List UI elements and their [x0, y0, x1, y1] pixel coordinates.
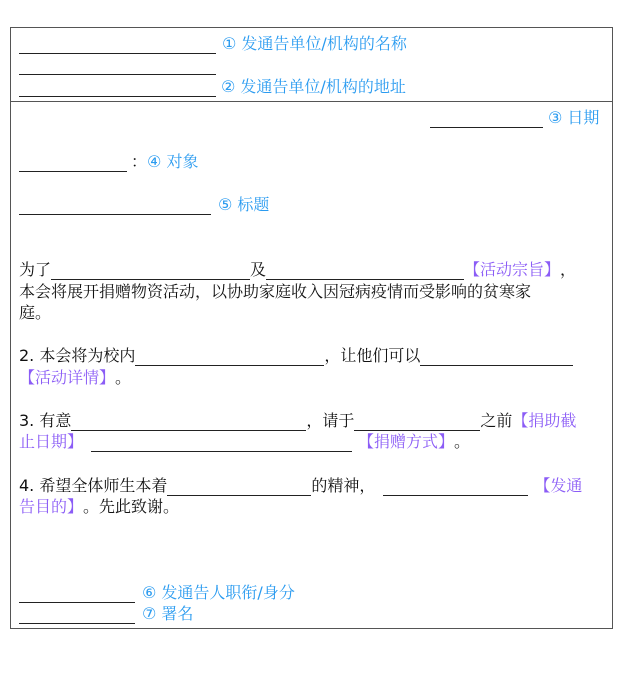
para3-prefix: 3. 有意 [19, 411, 72, 430]
details-blank-2[interactable] [420, 347, 573, 366]
position-row [19, 583, 295, 603]
org-name-hint: ① 发通告单位/机构的名称 [222, 34, 407, 53]
title-blank[interactable] [19, 196, 211, 215]
para3-line1 [19, 411, 576, 431]
org-address-hint: ② 发通告单位/机构的地址 [221, 77, 406, 96]
para4-end: 。先此致谢。 [83, 497, 180, 516]
para2-prefix: 2. 本会将为校内 [19, 346, 136, 365]
para4-middle: 的精神， [311, 476, 376, 495]
org-address-line1 [19, 55, 216, 75]
recipient-hint: ④ 对象 [147, 152, 199, 171]
org-address-row [19, 77, 406, 97]
purpose-blank-1[interactable] [51, 261, 250, 280]
purpose-tag: 【活动宗旨】 [464, 260, 561, 279]
title-hint: ⑤ 标题 [218, 195, 270, 214]
org-address-blank-2[interactable] [19, 78, 216, 97]
spirit-blank[interactable] [167, 477, 311, 496]
para1-text: 本会将展开捐赠物资活动，以协助家庭收入因冠病疫情而受影响的贫寒家 [19, 282, 532, 301]
goal-tag-part1: 【发通 [534, 476, 583, 495]
deadline-tag-part1: 【捐助截 [512, 411, 577, 430]
para1-line1 [19, 260, 576, 280]
signature-blank[interactable] [19, 605, 135, 624]
para1-line2 [19, 282, 531, 302]
para1-prefix: 为了 [19, 260, 52, 279]
para2-line2 [19, 368, 131, 388]
para2-middle: ，让他们可以 [324, 346, 421, 365]
position-hint: ⑥ 发通告人职衔/身分 [142, 583, 295, 602]
para1-comma: ， [560, 260, 577, 279]
recipient-row [19, 152, 198, 172]
date-row [430, 108, 599, 128]
purpose-blank-2[interactable] [266, 261, 464, 280]
para4-prefix: 4. 希望全体师生本着 [19, 476, 168, 495]
date-hint: ③ 日期 [548, 108, 600, 127]
org-name-row [19, 34, 407, 54]
para4-line1 [19, 476, 582, 496]
para3-middle: ，请于 [306, 411, 355, 430]
goal-blank[interactable] [383, 477, 528, 496]
signature-hint: ⑦ 署名 [142, 604, 194, 623]
title-row [19, 195, 269, 215]
goal-tag-part2: 告目的】 [19, 497, 84, 516]
para3-before: 之前 [480, 411, 513, 430]
position-blank[interactable] [19, 584, 135, 603]
donation-method-tag: 【捐赠方式】 [358, 432, 455, 451]
para2-end: 。 [115, 368, 132, 387]
donation-method-blank[interactable] [91, 433, 352, 452]
header-divider [10, 101, 613, 102]
para3-line2 [19, 432, 470, 452]
para1-line3 [19, 303, 51, 323]
para2-line1 [19, 346, 573, 366]
date-blank[interactable] [430, 109, 543, 128]
recipient-blank[interactable] [19, 153, 127, 172]
interest-blank[interactable] [71, 412, 306, 431]
para1-end: 庭。 [19, 303, 52, 322]
para4-line2 [19, 497, 179, 517]
deadline-tag-part2: 止日期】 [19, 432, 84, 451]
recipient-colon: ： [131, 152, 148, 171]
org-address-blank-1[interactable] [19, 56, 216, 75]
details-blank-1[interactable] [135, 347, 324, 366]
details-tag: 【活动详情】 [19, 368, 116, 387]
deadline-blank[interactable] [354, 412, 480, 431]
para1-and: 及 [250, 260, 267, 279]
signature-row [19, 604, 193, 624]
para3-end: 。 [454, 432, 471, 451]
org-name-blank[interactable] [19, 35, 216, 54]
